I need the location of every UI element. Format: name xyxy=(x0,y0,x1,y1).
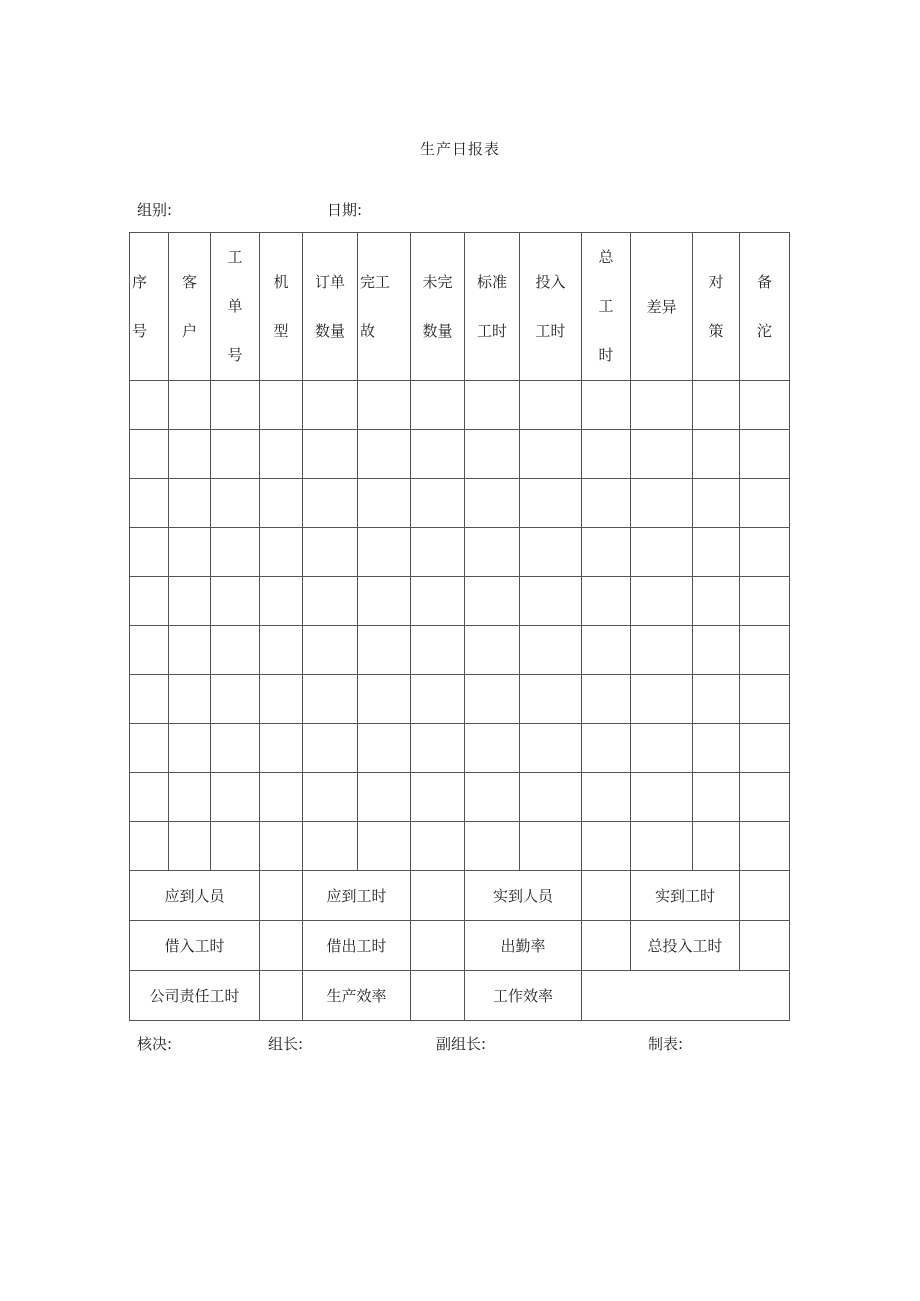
table-cell[interactable] xyxy=(358,479,411,528)
table-cell[interactable] xyxy=(303,626,358,675)
table-cell[interactable] xyxy=(260,626,303,675)
header-standard-hours-line2: 工时 xyxy=(476,321,507,340)
table-cell[interactable] xyxy=(130,430,169,479)
table-cell[interactable] xyxy=(260,430,303,479)
table-cell[interactable] xyxy=(303,430,358,479)
table-cell[interactable] xyxy=(582,626,631,675)
table-cell[interactable] xyxy=(130,724,169,773)
header-total-hours-line1: 总 xyxy=(598,248,614,266)
table-cell[interactable] xyxy=(740,773,790,822)
table-row xyxy=(130,675,790,724)
table-cell[interactable] xyxy=(303,381,358,430)
header-customer-line2: 户 xyxy=(181,321,197,340)
table-cell[interactable] xyxy=(693,577,740,626)
table-cell[interactable] xyxy=(358,381,411,430)
header-work-order-line3: 号 xyxy=(227,346,243,364)
table-cell[interactable] xyxy=(169,626,211,675)
table-cell[interactable] xyxy=(358,773,411,822)
header-model xyxy=(260,233,303,381)
approve-label: 核决: xyxy=(137,1035,173,1053)
table-cell[interactable] xyxy=(740,528,790,577)
table-cell[interactable] xyxy=(211,577,260,626)
table-row xyxy=(130,430,790,479)
table-cell[interactable] xyxy=(169,822,211,871)
summary-row-1 xyxy=(130,871,790,921)
header-input-hours-line1: 投入 xyxy=(535,272,566,291)
document-title: 生产日报表 xyxy=(419,140,500,158)
header-order-qty xyxy=(303,233,358,381)
table-cell[interactable] xyxy=(693,675,740,724)
header-countermeasure xyxy=(693,233,740,381)
table-cell[interactable] xyxy=(465,822,520,871)
table-cell[interactable] xyxy=(411,822,465,871)
label-actual-staff: 实到人员 xyxy=(465,871,582,921)
header-seq-line1: 序 xyxy=(132,272,148,291)
leader-label: 组长: xyxy=(268,1035,304,1053)
header-standard-hours-line1: 标准 xyxy=(476,272,507,291)
table-cell[interactable] xyxy=(520,822,582,871)
table-cell[interactable] xyxy=(130,675,169,724)
header-countermeasure-line1: 对 xyxy=(708,272,724,291)
table-cell[interactable] xyxy=(465,577,520,626)
table-cell[interactable] xyxy=(520,724,582,773)
table-cell[interactable] xyxy=(465,479,520,528)
table-cell[interactable] xyxy=(411,724,465,773)
header-input-hours xyxy=(520,233,582,381)
table-cell[interactable] xyxy=(631,528,693,577)
table-cell[interactable] xyxy=(211,822,260,871)
table-cell[interactable] xyxy=(358,430,411,479)
header-seq xyxy=(130,233,169,381)
table-cell[interactable] xyxy=(411,577,465,626)
table-cell[interactable] xyxy=(411,479,465,528)
label-total-input-hours: 总投入工时 xyxy=(631,921,740,971)
table-cell[interactable] xyxy=(631,773,693,822)
table-cell[interactable] xyxy=(520,528,582,577)
header-model-line1: 机 xyxy=(273,272,289,291)
table-cell[interactable] xyxy=(582,675,631,724)
value-company-responsibility-hours[interactable] xyxy=(260,971,303,1021)
header-total-hours-line3: 时 xyxy=(598,346,614,364)
table-cell[interactable] xyxy=(358,822,411,871)
table-cell[interactable] xyxy=(169,724,211,773)
table-cell[interactable] xyxy=(465,675,520,724)
header-work-order-line2: 单 xyxy=(227,297,243,315)
table-cell[interactable] xyxy=(465,773,520,822)
table-cell[interactable] xyxy=(303,773,358,822)
table-cell[interactable] xyxy=(631,430,693,479)
table-cell[interactable] xyxy=(130,773,169,822)
header-model-line2: 型 xyxy=(273,321,289,340)
table-cell[interactable] xyxy=(411,773,465,822)
label-attendance-rate: 出勤率 xyxy=(465,921,582,971)
table-cell[interactable] xyxy=(211,430,260,479)
table-cell[interactable] xyxy=(411,528,465,577)
table-cell[interactable] xyxy=(465,430,520,479)
value-actual-hours[interactable] xyxy=(740,871,790,921)
header-completed-line1: 完工 xyxy=(360,272,391,291)
header-remarks-line1: 备 xyxy=(756,272,772,291)
value-production-efficiency[interactable] xyxy=(411,971,465,1021)
table-cell[interactable] xyxy=(303,822,358,871)
table-cell[interactable] xyxy=(693,381,740,430)
table-cell[interactable] xyxy=(260,822,303,871)
table-cell[interactable] xyxy=(260,479,303,528)
table-cell[interactable] xyxy=(169,381,211,430)
table-cell[interactable] xyxy=(260,381,303,430)
table-cell[interactable] xyxy=(169,675,211,724)
table-cell[interactable] xyxy=(260,724,303,773)
daily-report-table xyxy=(129,232,790,1021)
table-cell[interactable] xyxy=(411,626,465,675)
table-cell[interactable] xyxy=(631,479,693,528)
table-cell[interactable] xyxy=(582,430,631,479)
table-cell[interactable] xyxy=(358,528,411,577)
table-cell[interactable] xyxy=(303,724,358,773)
value-total-input-hours[interactable] xyxy=(740,921,790,971)
header-unfinished-qty-line1: 未完 xyxy=(422,272,453,291)
table-cell[interactable] xyxy=(211,675,260,724)
table-cell[interactable] xyxy=(520,773,582,822)
table-cell[interactable] xyxy=(582,773,631,822)
table-cell[interactable] xyxy=(169,577,211,626)
table-cell[interactable] xyxy=(169,479,211,528)
header-order-qty-line1: 订单 xyxy=(314,272,345,291)
label-actual-hours: 实到工时 xyxy=(631,871,740,921)
table-cell[interactable] xyxy=(693,773,740,822)
label-production-efficiency: 生产效率 xyxy=(303,971,411,1021)
table-cell[interactable] xyxy=(582,528,631,577)
deputy-leader-label: 副组长: xyxy=(436,1035,487,1053)
table-cell[interactable] xyxy=(582,724,631,773)
table-cell[interactable] xyxy=(582,577,631,626)
value-actual-staff[interactable] xyxy=(582,871,631,921)
table-cell[interactable] xyxy=(740,626,790,675)
table-cell[interactable] xyxy=(358,577,411,626)
label-borrowed-in-hours: 借入工时 xyxy=(130,921,260,971)
table-cell[interactable] xyxy=(260,675,303,724)
header-unfinished-qty xyxy=(411,233,465,381)
table-cell[interactable] xyxy=(520,479,582,528)
table-cell[interactable] xyxy=(211,479,260,528)
maker-label: 制表: xyxy=(648,1035,684,1053)
table-cell[interactable] xyxy=(740,381,790,430)
table-cell[interactable] xyxy=(260,577,303,626)
table-cell[interactable] xyxy=(358,724,411,773)
table-cell[interactable] xyxy=(358,626,411,675)
label-expected-hours: 应到工时 xyxy=(303,871,411,921)
header-unfinished-qty-line2: 数量 xyxy=(422,321,453,340)
table-row xyxy=(130,724,790,773)
table-row xyxy=(130,577,790,626)
table-cell[interactable] xyxy=(211,528,260,577)
table-cell[interactable] xyxy=(631,577,693,626)
table-cell[interactable] xyxy=(582,479,631,528)
table-cell[interactable] xyxy=(303,479,358,528)
header-order-qty-line2: 数量 xyxy=(314,321,345,340)
table-cell[interactable] xyxy=(211,724,260,773)
table-cell[interactable] xyxy=(303,577,358,626)
table-cell[interactable] xyxy=(740,822,790,871)
header-difference xyxy=(631,233,693,381)
table-row xyxy=(130,626,790,675)
table-cell[interactable] xyxy=(693,626,740,675)
table-cell[interactable] xyxy=(211,626,260,675)
header-work-order xyxy=(211,233,260,381)
table-row xyxy=(130,528,790,577)
table-cell[interactable] xyxy=(411,430,465,479)
header-countermeasure-line2: 策 xyxy=(708,321,724,340)
table-cell[interactable] xyxy=(169,773,211,822)
table-cell[interactable] xyxy=(169,528,211,577)
label-work-efficiency: 工作效率 xyxy=(465,971,582,1021)
header-total-hours-line2: 工 xyxy=(598,297,614,315)
table-row xyxy=(130,381,790,430)
table-cell[interactable] xyxy=(130,479,169,528)
date-label: 日期: xyxy=(327,201,363,219)
table-cell[interactable] xyxy=(520,675,582,724)
value-attendance-rate[interactable] xyxy=(582,921,631,971)
table-cell[interactable] xyxy=(130,381,169,430)
header-remarks xyxy=(740,233,790,381)
label-borrowed-out-hours: 借出工时 xyxy=(303,921,411,971)
table-cell[interactable] xyxy=(211,381,260,430)
table-cell[interactable] xyxy=(260,773,303,822)
table-row xyxy=(130,773,790,822)
table-cell[interactable] xyxy=(740,479,790,528)
table-cell[interactable] xyxy=(520,577,582,626)
group-label: 组别: xyxy=(137,201,173,219)
table-cell[interactable] xyxy=(465,528,520,577)
header-standard-hours xyxy=(465,233,520,381)
table-cell[interactable] xyxy=(740,724,790,773)
table-cell[interactable] xyxy=(693,528,740,577)
table-cell[interactable] xyxy=(631,724,693,773)
table-cell[interactable] xyxy=(631,626,693,675)
table-row xyxy=(130,479,790,528)
table-cell[interactable] xyxy=(693,724,740,773)
value-borrowed-in-hours[interactable] xyxy=(260,921,303,971)
header-completed xyxy=(358,233,411,381)
table-cell[interactable] xyxy=(130,626,169,675)
table-cell[interactable] xyxy=(130,577,169,626)
table-cell[interactable] xyxy=(740,430,790,479)
table-cell[interactable] xyxy=(169,430,211,479)
table-cell[interactable] xyxy=(211,773,260,822)
header-seq-line2: 号 xyxy=(132,321,148,340)
table-cell[interactable] xyxy=(582,822,631,871)
table-cell[interactable] xyxy=(693,822,740,871)
table-cell[interactable] xyxy=(520,430,582,479)
table-cell[interactable] xyxy=(740,577,790,626)
table-cell[interactable] xyxy=(520,626,582,675)
value-expected-hours[interactable] xyxy=(411,871,465,921)
table-cell[interactable] xyxy=(465,381,520,430)
table-cell[interactable] xyxy=(693,430,740,479)
summary-row-3 xyxy=(130,971,790,1021)
header-work-order-line1: 工 xyxy=(227,248,243,266)
table-cell[interactable] xyxy=(411,381,465,430)
header-completed-line2: 故 xyxy=(360,321,376,340)
label-expected-staff: 应到人员 xyxy=(130,871,260,921)
table-cell[interactable] xyxy=(631,675,693,724)
header-remarks-line2: 沱 xyxy=(756,321,772,340)
table-cell[interactable] xyxy=(520,381,582,430)
value-borrowed-out-hours[interactable] xyxy=(411,921,465,971)
table-cell[interactable] xyxy=(631,381,693,430)
table-cell[interactable] xyxy=(358,675,411,724)
table-cell[interactable] xyxy=(303,675,358,724)
table-cell[interactable] xyxy=(631,822,693,871)
table-cell[interactable] xyxy=(740,675,790,724)
header-input-hours-line2: 工时 xyxy=(535,321,566,340)
label-company-responsibility-hours: 公司责任工时 xyxy=(130,971,260,1021)
table-cell[interactable] xyxy=(303,528,358,577)
table-cell[interactable] xyxy=(130,528,169,577)
table-cell[interactable] xyxy=(582,381,631,430)
header-customer xyxy=(169,233,211,381)
table-cell[interactable] xyxy=(465,724,520,773)
value-work-efficiency[interactable] xyxy=(582,971,790,1021)
value-expected-staff[interactable] xyxy=(260,871,303,921)
table-cell[interactable] xyxy=(411,675,465,724)
table-cell[interactable] xyxy=(260,528,303,577)
header-row xyxy=(130,233,790,381)
table-row xyxy=(130,822,790,871)
header-customer-line1: 客 xyxy=(181,272,197,291)
header-total-hours xyxy=(582,233,631,381)
table-cell[interactable] xyxy=(130,822,169,871)
summary-row-2 xyxy=(130,921,790,971)
header-difference-line1: 差异 xyxy=(646,297,677,316)
table-cell[interactable] xyxy=(693,479,740,528)
table-cell[interactable] xyxy=(465,626,520,675)
